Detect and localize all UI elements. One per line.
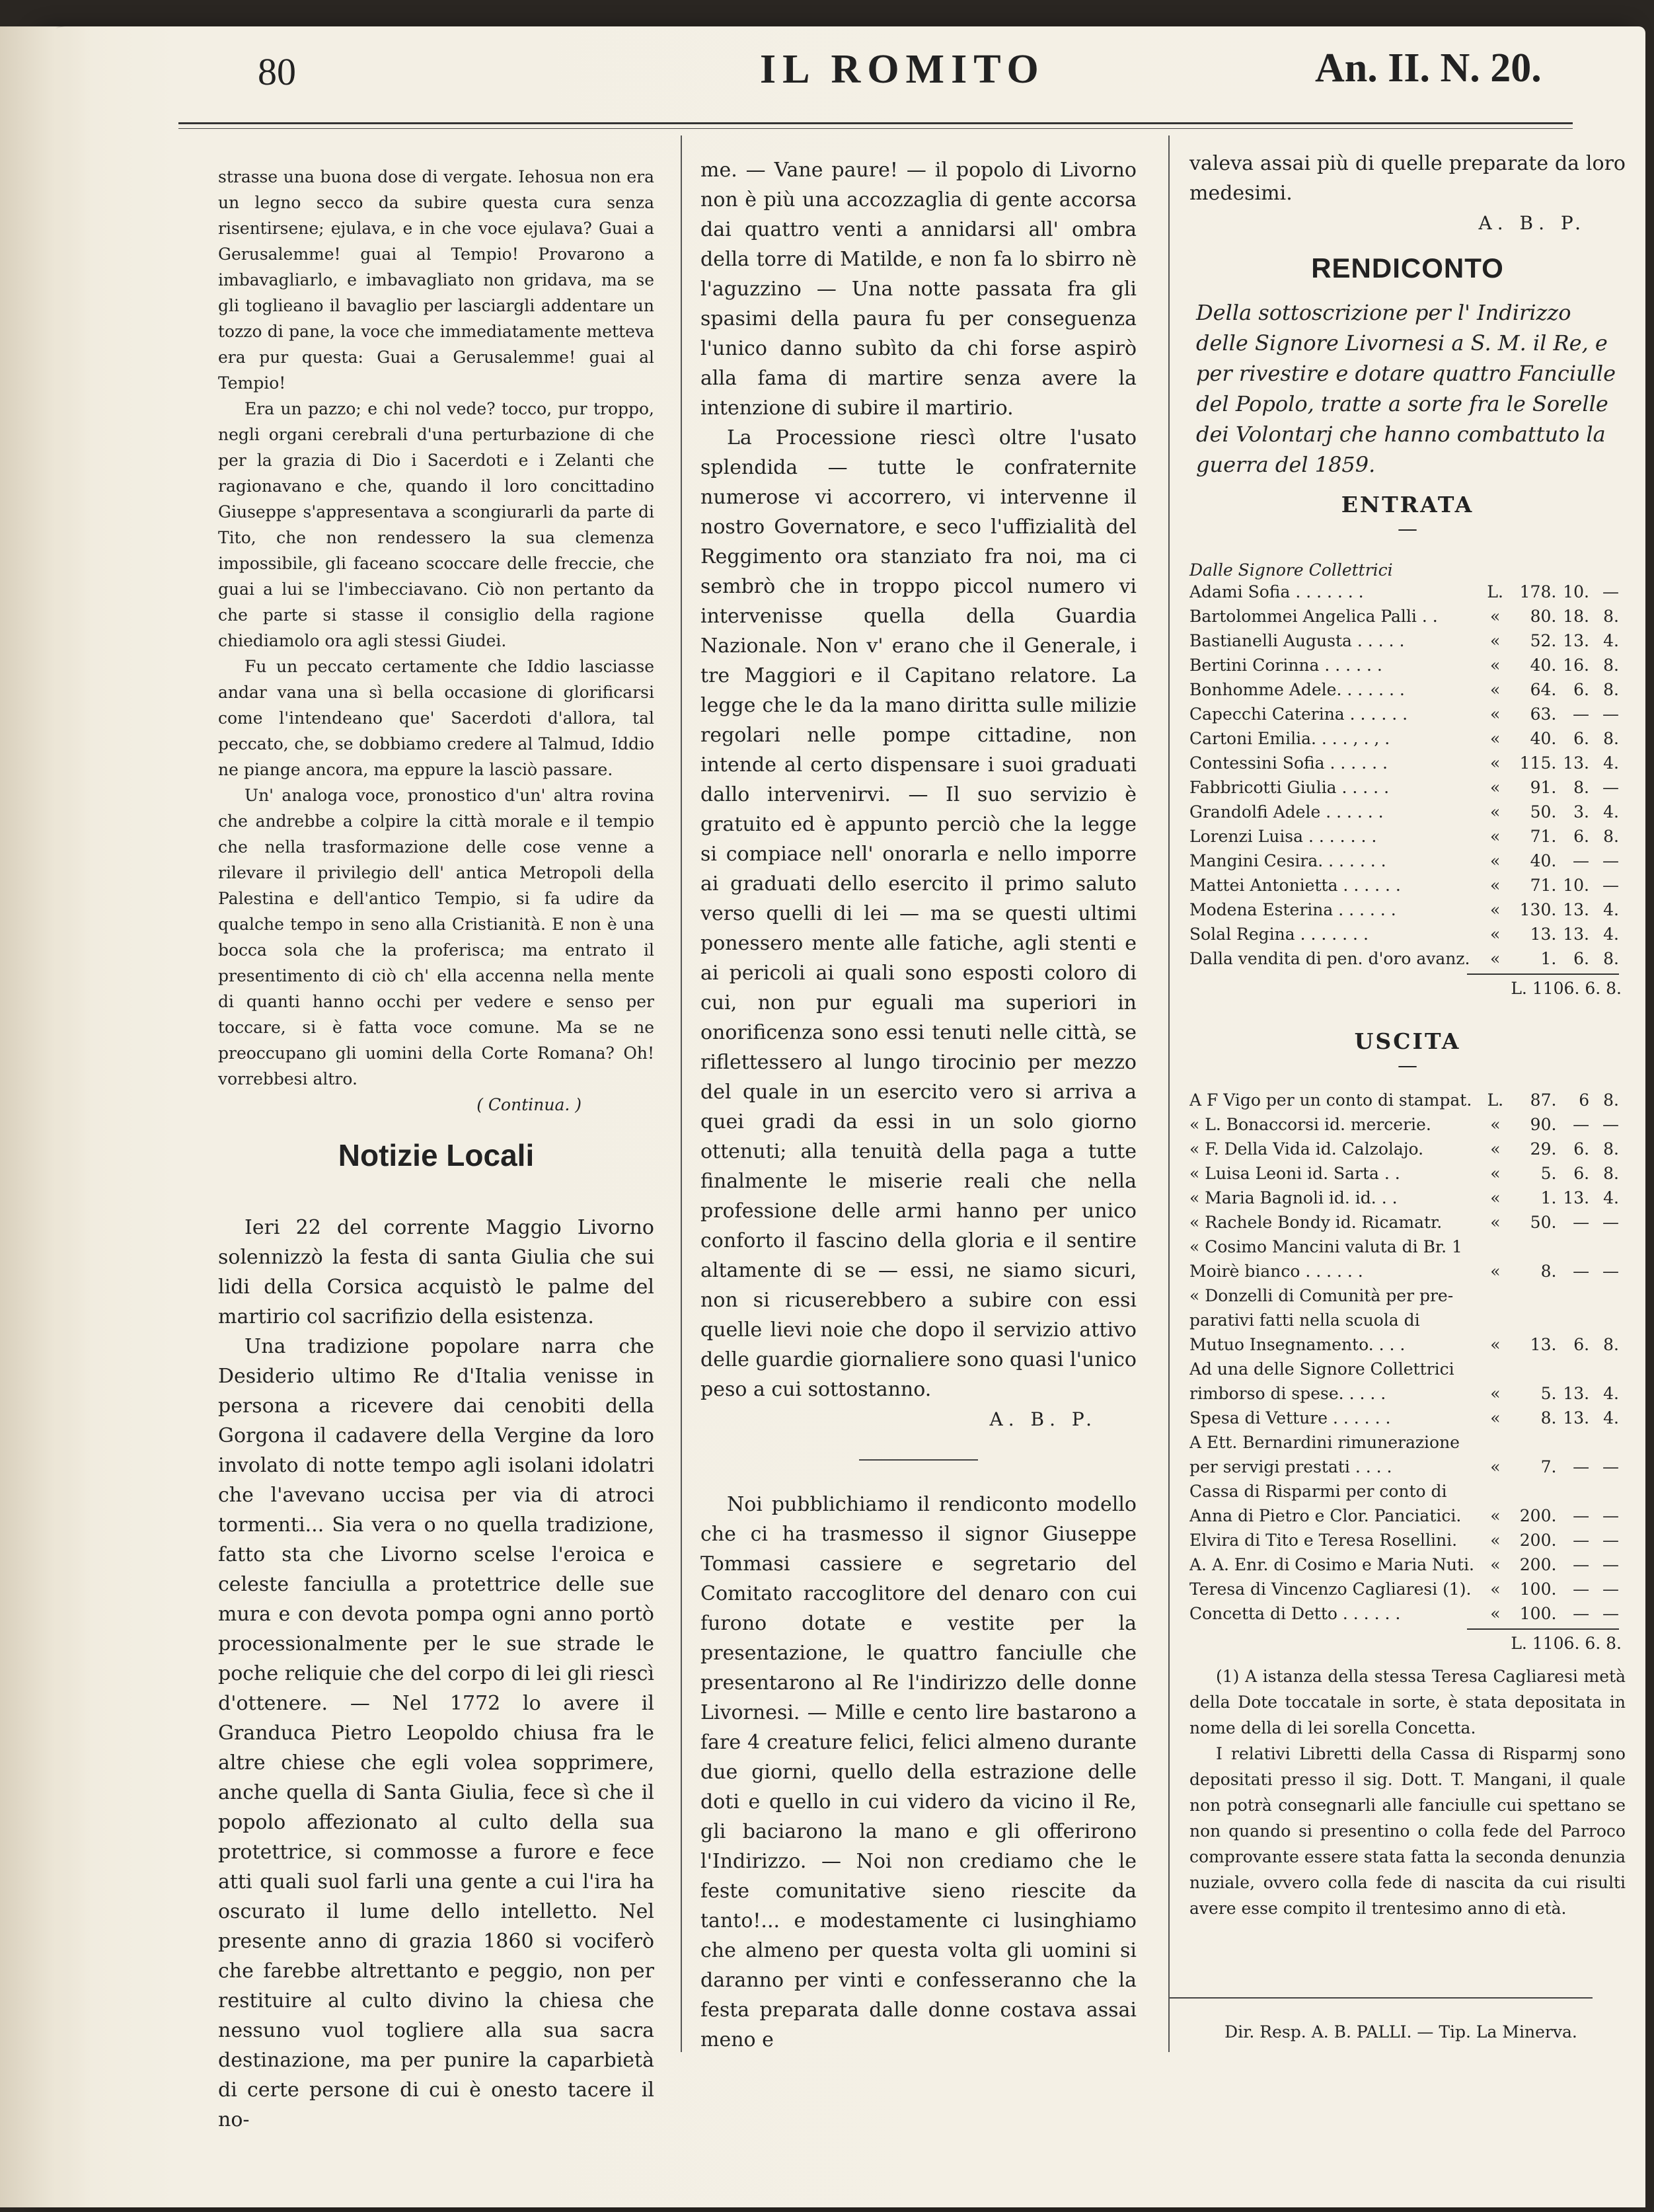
article-divider bbox=[859, 1459, 978, 1461]
rendiconto-title: RENDICONTO bbox=[1311, 252, 1504, 284]
article-paragraph: Era un pazzo; e chi nol vede? tocco, pur troppo, negli organi cerebrali d'una perturbazione di che per la grazia di Dio i Sacerdoti e i Zelanti che ragionavano e che, quando il loro concittadino Giuseppe s'appresentava a scongiurarli da parte di Tito, che non rendessero la sua clemenza impossibile, gli faceano scoccare delle freccie, che guai a lui se l'imbecciavano. Ciò non pertanto da che parte si stasse il consiglio della ragione chiediamolo ora agli stessi Giudei. bbox=[218, 399, 654, 650]
account-den: — bbox=[1602, 705, 1619, 724]
account-name: Mutuo Insegnamento. . . . bbox=[1189, 1335, 1406, 1354]
account-lire bbox=[1511, 1311, 1559, 1335]
account-name: « F. Della Vida id. Calzolajo. bbox=[1189, 1139, 1424, 1159]
account-lire: 7. bbox=[1540, 1457, 1557, 1476]
account-mark: « bbox=[1490, 1555, 1501, 1574]
account-name: Capecchi Caterina . . . . . . bbox=[1189, 705, 1408, 724]
account-den: — bbox=[1602, 1604, 1619, 1623]
account-row bbox=[1189, 1164, 1619, 1188]
account-mark bbox=[1480, 1359, 1511, 1384]
account-den: 8. bbox=[1603, 729, 1619, 748]
uscita-heading: USCITA bbox=[1354, 1028, 1461, 1054]
account-name: A. A. Enr. di Cosimo e Maria Nuti. bbox=[1189, 1555, 1475, 1574]
header-rule-thin bbox=[178, 128, 1573, 129]
account-name: parativi fatti nella scuola di bbox=[1189, 1311, 1420, 1330]
account-row bbox=[1189, 1139, 1619, 1164]
account-name: per servigi prestati . . . . bbox=[1189, 1457, 1392, 1476]
account-soldi: 13. bbox=[1563, 631, 1590, 650]
account-den bbox=[1589, 1359, 1619, 1384]
account-soldi: 18. bbox=[1563, 607, 1590, 626]
account-soldi: 16. bbox=[1563, 656, 1590, 675]
account-lire: 90. bbox=[1530, 1115, 1557, 1134]
account-lire: 40. bbox=[1530, 729, 1557, 748]
account-mark: « bbox=[1489, 851, 1501, 870]
account-den: — bbox=[1602, 1457, 1619, 1476]
account-lire: 87. bbox=[1530, 1090, 1557, 1110]
author-signature: A. B. P. bbox=[989, 1408, 1097, 1430]
account-soldi: 13. bbox=[1563, 1408, 1590, 1428]
account-den: — bbox=[1602, 778, 1619, 797]
account-lire: 200. bbox=[1519, 1555, 1557, 1574]
account-row bbox=[1189, 1115, 1619, 1139]
article-paragraph: Fu un peccato certamente che Iddio lasciasse andar vana una sì bella occasione di glorificarsi come l'intendeano que' Sacerdoti d'allora, tal peccato, che, se dobbiamo credere al Talmud, Iddio ne piange ancora, ma eppure la lasciò passare. bbox=[218, 657, 654, 779]
footer-rule bbox=[1170, 1997, 1593, 1999]
account-row bbox=[1189, 1090, 1619, 1115]
imprint-footer: Dir. Resp. A. B. PALLI. — Tip. La Minerva. bbox=[1224, 2022, 1577, 2041]
account-den bbox=[1589, 1433, 1619, 1457]
account-name: Ad una delle Signore Collettrici bbox=[1189, 1359, 1454, 1379]
account-row bbox=[1189, 1506, 1619, 1531]
account-den: 4. bbox=[1603, 1384, 1619, 1403]
account-row bbox=[1189, 631, 1619, 656]
account-mark bbox=[1480, 1482, 1511, 1506]
account-mark: « bbox=[1490, 1188, 1501, 1207]
account-row bbox=[1189, 1482, 1619, 1506]
rendiconto-subtitle: Della sottoscrizione per l' Indirizzo delle Signore Livornesi a S. M. il Re, e per rivestire e dotare quattro Fanciulle del Popolo, tratte a sorte fra le Sorelle dei Volontarj che hanno combattuto la guerra del 1859. bbox=[1196, 300, 1616, 477]
account-den: — bbox=[1602, 876, 1619, 895]
account-lire: 1. bbox=[1540, 1188, 1557, 1207]
page-number: 80 bbox=[258, 50, 296, 93]
account-name: Teresa di Vincenzo Cagliaresi (1). bbox=[1189, 1580, 1472, 1599]
account-name: « Maria Bagnoli id. id. . . bbox=[1189, 1188, 1398, 1207]
account-name: Lorenzi Luisa . . . . . . . bbox=[1189, 827, 1377, 846]
entrata-subheading: Dalle Signore Collettrici bbox=[1189, 560, 1393, 580]
account-lire: 200. bbox=[1519, 1506, 1557, 1525]
account-row bbox=[1189, 802, 1619, 827]
account-den: 8. bbox=[1603, 827, 1619, 846]
account-den: 8. bbox=[1603, 680, 1619, 699]
account-lire: 64. bbox=[1530, 680, 1557, 699]
account-row bbox=[1189, 1457, 1619, 1482]
account-mark: « bbox=[1489, 705, 1501, 724]
account-soldi bbox=[1559, 1286, 1589, 1311]
account-soldi: 6. bbox=[1573, 680, 1590, 699]
account-soldi bbox=[1559, 1359, 1589, 1384]
entrata-table bbox=[1189, 582, 1619, 973]
account-soldi: 6 bbox=[1579, 1090, 1590, 1110]
account-soldi: 6. bbox=[1573, 729, 1590, 748]
account-row bbox=[1189, 1359, 1619, 1384]
account-den: 8. bbox=[1603, 949, 1619, 968]
account-den bbox=[1589, 1482, 1619, 1506]
account-soldi: 13. bbox=[1563, 925, 1590, 944]
column-2 bbox=[700, 155, 1137, 2055]
account-lire: 178. bbox=[1519, 582, 1557, 601]
account-den: 8. bbox=[1603, 656, 1619, 675]
account-row bbox=[1189, 1213, 1619, 1237]
account-soldi: 10. bbox=[1563, 582, 1590, 601]
account-row bbox=[1189, 1262, 1619, 1286]
account-name: Modena Esterina . . . . . . bbox=[1189, 900, 1396, 919]
account-lire: 200. bbox=[1519, 1531, 1557, 1550]
account-row bbox=[1189, 729, 1619, 753]
account-mark: « bbox=[1490, 1335, 1501, 1354]
account-name: Bastianelli Augusta . . . . . bbox=[1189, 631, 1405, 650]
uscita-dash: — bbox=[1398, 1054, 1417, 1077]
account-lire: 50. bbox=[1530, 802, 1557, 821]
account-soldi: — bbox=[1573, 1115, 1590, 1134]
account-row bbox=[1189, 1384, 1619, 1408]
account-mark: « bbox=[1490, 1604, 1501, 1623]
account-row bbox=[1189, 753, 1619, 778]
account-den: 4. bbox=[1603, 802, 1619, 821]
account-name: Mattei Antonietta . . . . . . bbox=[1189, 876, 1401, 895]
account-name: Cartoni Emilia. . . . , . , . bbox=[1189, 729, 1390, 748]
article-paragraph: strasse una buona dose di vergate. Iehosua non era un legno secco da subire questa cura senza risentirsene; ejulava, e in che voce ejulava? Guai a Gerusalemme! guai al Tempio! Provarono a imbavagliarlo, e imbavagliato non gridava, ma se gli toglieano il bavaglio per lasciargli addentare un tozzo di pane, la voce che immediatamente metteva era pur questa: Guai a Gerusalemme! guai al Tempio! bbox=[218, 167, 654, 393]
account-lire: 40. bbox=[1530, 851, 1557, 870]
account-den: 4. bbox=[1603, 753, 1619, 773]
account-name: rimborso di spese. . . . . bbox=[1189, 1384, 1386, 1403]
column-1 bbox=[218, 164, 654, 2135]
account-lire bbox=[1511, 1286, 1559, 1311]
entrata-dash: — bbox=[1398, 517, 1417, 541]
account-mark: L. bbox=[1487, 582, 1503, 601]
account-lire: 5. bbox=[1540, 1384, 1557, 1403]
account-den: — bbox=[1602, 851, 1619, 870]
account-soldi: 6. bbox=[1573, 827, 1590, 846]
account-lire: 8. bbox=[1540, 1408, 1557, 1428]
account-name: Grandolfi Adele . . . . . . bbox=[1189, 802, 1384, 821]
account-name: Bartolommei Angelica Palli . . bbox=[1189, 607, 1438, 626]
account-name: Anna di Pietro e Clor. Panciatici. bbox=[1189, 1506, 1462, 1525]
account-den bbox=[1589, 1311, 1619, 1335]
account-den: 4. bbox=[1603, 631, 1619, 650]
account-row bbox=[1189, 1555, 1619, 1580]
uscita-total: L. 1106. 6. 8. bbox=[1511, 1634, 1622, 1653]
column-rule-1 bbox=[681, 135, 682, 2052]
account-lire: 115. bbox=[1519, 753, 1557, 773]
account-den: 4. bbox=[1603, 1188, 1619, 1207]
account-soldi: 13. bbox=[1563, 1384, 1590, 1403]
account-soldi: — bbox=[1573, 1555, 1590, 1574]
account-mark: « bbox=[1489, 827, 1501, 846]
account-mark: « bbox=[1489, 949, 1501, 968]
column-rule-2 bbox=[1168, 135, 1170, 2052]
account-mark: « bbox=[1489, 778, 1501, 797]
account-row bbox=[1189, 705, 1619, 729]
total-rule bbox=[1467, 1628, 1619, 1630]
account-name: « Luisa Leoni id. Sarta . . bbox=[1189, 1164, 1400, 1183]
account-mark: « bbox=[1490, 1506, 1501, 1525]
account-name: A Ett. Bernardini rimunerazione bbox=[1189, 1433, 1460, 1452]
account-den: — bbox=[1602, 1555, 1619, 1574]
account-row bbox=[1189, 827, 1619, 851]
account-name: « Cosimo Mancini valuta di Br. 1 bbox=[1189, 1237, 1462, 1256]
account-row bbox=[1189, 778, 1619, 802]
continua-note: ( Continua. ) bbox=[476, 1095, 582, 1114]
account-soldi: — bbox=[1573, 1213, 1590, 1232]
account-row bbox=[1189, 900, 1619, 925]
account-lire: 52. bbox=[1530, 631, 1557, 650]
account-name: Fabbricotti Giulia . . . . . bbox=[1189, 778, 1390, 797]
account-name: « L. Bonaccorsi id. mercerie. bbox=[1189, 1115, 1431, 1134]
account-name: Cassa di Risparmi per conto di bbox=[1189, 1482, 1447, 1501]
account-soldi: — bbox=[1573, 1580, 1590, 1599]
entrata-total: L. 1106. 6. 8. bbox=[1511, 979, 1622, 998]
article-paragraph: valeva assai più di quelle preparate da loro medesimi. bbox=[1189, 152, 1626, 205]
account-den: 4. bbox=[1603, 900, 1619, 919]
account-row bbox=[1189, 1433, 1619, 1457]
account-mark: « bbox=[1489, 680, 1501, 699]
account-mark: « bbox=[1489, 900, 1501, 919]
account-row bbox=[1189, 949, 1619, 973]
header-rule bbox=[178, 122, 1573, 124]
account-soldi: — bbox=[1573, 1531, 1590, 1550]
account-row bbox=[1189, 656, 1619, 680]
account-lire: 5. bbox=[1540, 1164, 1557, 1183]
account-name: Spesa di Vetture . . . . . . bbox=[1189, 1408, 1391, 1428]
account-row bbox=[1189, 1531, 1619, 1555]
account-den: 8. bbox=[1603, 1335, 1619, 1354]
account-lire: 71. bbox=[1530, 827, 1557, 846]
account-lire bbox=[1511, 1237, 1559, 1262]
account-den bbox=[1589, 1237, 1619, 1262]
account-lire: 1. bbox=[1540, 949, 1557, 968]
account-name: « Donzelli di Comunità per pre- bbox=[1189, 1286, 1454, 1305]
account-lire: 29. bbox=[1530, 1139, 1557, 1159]
account-lire: 63. bbox=[1530, 705, 1557, 724]
article-paragraph: me. — Vane paure! — il popolo di Livorno non è più una accozzaglia di gente accorsa dai quattro venti a annidarsi all' ombra della torre di Matilde, e non fa lo sbirro nè l'aguzzino — Una notte passata fra gli spasimi della paura fu per conseguenza l'unico danno subìto da chi forse aspirò alla fama di martire senza avere la intenzione di subire il martirio. bbox=[700, 159, 1137, 420]
account-mark: « bbox=[1489, 753, 1501, 773]
account-mark bbox=[1480, 1433, 1511, 1457]
column-3 bbox=[1189, 149, 1626, 1921]
account-mark bbox=[1480, 1237, 1511, 1262]
newspaper-title: IL ROMITO bbox=[760, 47, 1045, 92]
account-row bbox=[1189, 1580, 1619, 1604]
account-soldi: 6. bbox=[1573, 1139, 1590, 1159]
account-mark: « bbox=[1489, 729, 1501, 748]
account-lire bbox=[1511, 1359, 1559, 1384]
account-mark: « bbox=[1489, 925, 1501, 944]
account-row bbox=[1189, 925, 1619, 949]
account-row bbox=[1189, 1237, 1619, 1262]
account-name: Bonhomme Adele. . . . . . . bbox=[1189, 680, 1405, 699]
account-row bbox=[1189, 1311, 1619, 1335]
account-mark: « bbox=[1490, 1139, 1501, 1159]
entrata-heading: ENTRATA bbox=[1341, 492, 1474, 517]
account-lire: 13. bbox=[1530, 925, 1557, 944]
account-soldi: — bbox=[1573, 1506, 1590, 1525]
account-name: A F Vigo per un conto di stampat. bbox=[1189, 1090, 1472, 1110]
account-name: « Rachele Bondy id. Ricamatr. bbox=[1189, 1213, 1443, 1232]
account-name: Moirè bianco . . . . . . bbox=[1189, 1262, 1363, 1281]
account-row bbox=[1189, 680, 1619, 705]
account-mark: « bbox=[1490, 1457, 1501, 1476]
section-title: Notizie Locali bbox=[338, 1138, 535, 1172]
account-row bbox=[1189, 1408, 1619, 1433]
article-paragraph: Noi pubblichiamo il rendiconto modello che ci ha trasmesso il signor Giuseppe Tommasi cassiere e segretario del Comitato raccoglitore del denaro con cui furono dotate e vestite per la presentazione, le quattro fanciulle che presentarono al Re l'indirizzo delle donne Livornesi. — Mille e cento lire bastarono a fare 4 creature felici, felici almeno durante due giorni, quello della estrazione delle doti e quello in cui videro da vicino il Re, gli baciarono la mano e gli offerirono l'Indirizzo. — Noi non crediamo che le feste comunitative sieno riescite da tanto!... e modestamente ci lusinghiamo che almeno per questa volta gli uomini si daranno per vinti e confesseranno che la festa preparata dalle donne costava assai meno e bbox=[700, 1493, 1137, 2051]
account-soldi bbox=[1559, 1433, 1589, 1457]
account-lire: 80. bbox=[1530, 607, 1557, 626]
account-lire: 71. bbox=[1530, 876, 1557, 895]
article-paragraph: La Processione riescì oltre l'usato splendida — tutte le confraternite numerose vi accorrero, vi intervenne il nostro Governatore, e seco l'uffizialità del Reggimento ora stanziato fra noi, ma ci sembrò che in troppo piccol numero vi intervenisse quella della Guardia Nazionale. Non v' erano che il Generale, i tre Maggiori e il Capitano relatore. La legge che le da la mano diritta sulle milizie regolari nelle pompe cittadine, non intende al certo dispensare i suoi graduati dallo intervenirvi. — Il suo servizio è gratuito ed è appunto perciò che la legge si compiace nell' onorarla e nello imporre ai graduati dello esercito il primo saluto verso quelli di lei — ma se questi ultimi ponessero mente alle fatiche, agli stenti e ai pericoli ai quali sono esposti coloro di cui, non pur eguali ma superiori in onorificenza sono essi tenuti nelle città, se riflettessero al lungo tirocinio per mezzo del quale in un esercito vero si arriva a quei gradi da essi in un solo giorno ottenuti; alla tenuità della paga a tutte finalmente le miserie reali che nella professione delle armi hanno per unico conforto il fascino della gloria e il sentire altamente di se — essi, ne siamo sicuri, non si ricuserebbero a subire con essi quelle lievi noie che dopo il servizio attivo delle guardie giornaliere sono quasi l'unico peso a cui sottostanno. bbox=[700, 426, 1137, 1401]
account-soldi: 6. bbox=[1573, 1164, 1590, 1183]
account-mark: L. bbox=[1487, 1090, 1504, 1110]
account-den bbox=[1589, 1286, 1619, 1311]
account-lire: 130. bbox=[1519, 900, 1557, 919]
account-den: 8. bbox=[1603, 1090, 1619, 1110]
account-den: — bbox=[1602, 1115, 1619, 1134]
account-soldi bbox=[1559, 1482, 1589, 1506]
account-name: Mangini Cesira. . . . . . . bbox=[1189, 851, 1386, 870]
account-soldi bbox=[1559, 1237, 1589, 1262]
account-lire: 50. bbox=[1530, 1213, 1557, 1232]
account-lire: 13. bbox=[1530, 1335, 1557, 1354]
article-paragraph: Una tradizione popolare narra che Desiderio ultimo Re d'Italia venisse in persona a ricevere dai cenobiti della Gorgona il cadavere della Vergine da loro involato di notte tempo agli isolani idolatri che l'avevano uccisa per via di atroci tormenti... Sia vera o no quella tradizione, fatto sta che Livorno scelse l'eroica e celeste fanciulla a protettrice delle sue mura e con devota pompa ogni anno portò processionalmente per le sue strade le poche reliquie che del corpo di lei gli riescì d'ottenere. — Nel 1772 lo avere il Granduca Pietro Leopoldo chiusa fra le altre chiese che egli volea sopprimere, anche quella di Santa Giulia, fece sì che il popolo affezionato al culto della sua protettrice, si commosse a furore e fece atti quali suol farli una gente a cui l'ira ha oscurato il lume dello intelletto. Nel presente anno di grazia 1860 si vociferò che farebbe altrettanto e peggio, non per restituire al culto divino la chiesa che nessuno vuol togliere alla sua sacra destinazione, ma per punire la caparbietà di certe persone di cui è onesto tacere il no- bbox=[218, 1335, 654, 2131]
account-soldi: 6. bbox=[1573, 949, 1590, 968]
account-mark bbox=[1480, 1311, 1511, 1335]
footnote: I relativi Libretti della Cassa di Risparmj sono depositati presso il sig. Dott. T. Mangani, il quale non potrà consegnarli alle fanciulle cui spettano se non quando si presentino o colla fede del Parroco comprovante essere stata fatta la seconda denunzia nuziale, ovvero colla fede di nascita da cui risulti avere esse compito il trentesimo anno di età. bbox=[1189, 1744, 1626, 1918]
account-mark: « bbox=[1490, 1531, 1501, 1550]
account-row bbox=[1189, 1335, 1619, 1359]
account-name: Dalla vendita di pen. d'oro avanz. bbox=[1189, 949, 1470, 968]
account-mark: « bbox=[1490, 1262, 1501, 1281]
account-mark: « bbox=[1490, 1115, 1501, 1134]
author-signature: A. B. P. bbox=[1478, 212, 1586, 234]
account-den: — bbox=[1602, 1506, 1619, 1525]
account-den: — bbox=[1602, 1531, 1619, 1550]
account-name: Adami Sofia . . . . . . . bbox=[1189, 582, 1364, 601]
account-mark: « bbox=[1490, 1408, 1501, 1428]
account-soldi: 10. bbox=[1563, 876, 1590, 895]
account-mark: « bbox=[1489, 607, 1501, 626]
account-soldi: 8. bbox=[1573, 778, 1590, 797]
account-name: Elvira di Tito e Teresa Rosellini. bbox=[1189, 1531, 1458, 1550]
account-soldi: — bbox=[1573, 1457, 1590, 1476]
account-row bbox=[1189, 582, 1619, 607]
account-name: Concetta di Detto . . . . . . bbox=[1189, 1604, 1401, 1623]
account-soldi: 3. bbox=[1573, 802, 1590, 821]
account-lire: 40. bbox=[1530, 656, 1557, 675]
account-name: Contessini Sofia . . . . . . bbox=[1189, 753, 1388, 773]
account-lire bbox=[1511, 1433, 1559, 1457]
account-name: Bertini Corinna . . . . . . bbox=[1189, 656, 1382, 675]
account-soldi: 13. bbox=[1563, 1188, 1590, 1207]
account-soldi: 13. bbox=[1563, 900, 1590, 919]
account-mark: « bbox=[1489, 802, 1501, 821]
page-edge bbox=[0, 26, 93, 2207]
account-den: 4. bbox=[1603, 925, 1619, 944]
account-den: 8. bbox=[1603, 1139, 1619, 1159]
account-mark: « bbox=[1490, 1580, 1501, 1599]
account-mark: « bbox=[1490, 1213, 1501, 1232]
account-mark: « bbox=[1489, 876, 1501, 895]
account-soldi: — bbox=[1573, 705, 1590, 724]
account-lire: 8. bbox=[1540, 1262, 1557, 1281]
issue-number: An. II. N. 20. bbox=[1315, 46, 1542, 91]
account-lire bbox=[1511, 1482, 1559, 1506]
account-den: — bbox=[1602, 582, 1619, 601]
account-row bbox=[1189, 1286, 1619, 1311]
account-mark: « bbox=[1489, 656, 1501, 675]
account-soldi: — bbox=[1573, 1262, 1590, 1281]
account-name: Solal Regina . . . . . . . bbox=[1189, 925, 1369, 944]
total-rule bbox=[1467, 973, 1619, 975]
account-soldi: — bbox=[1573, 1604, 1590, 1623]
account-row bbox=[1189, 1604, 1619, 1628]
footnote: (1) A istanza della stessa Teresa Cagliaresi metà della Dote toccatale in sorte, è stata depositata in nome della di lei sorella Concetta. bbox=[1189, 1667, 1626, 1737]
account-soldi: 6. bbox=[1573, 1335, 1590, 1354]
article-paragraph: Un' analoga voce, pronostico d'un' altra rovina che andrebbe a colpire la città morale e il tempio che nella trasformazione delle cose venne a rilevare il privilegio dell' antica Metropoli della Palestina e dell'antico Tempio, si fa udire da qualche tempo in seno alla Cristianità. E non è una bocca sola che la proferisca; ma entrato il presentimento di ciò ch' ella accenna nella mente di quanti hanno occhi per vedere e senso per toccare, si è fatta voce comune. Ma se ne preoccupano gli uomini della Corte Romana? Oh! vorrebbesi altro. bbox=[218, 786, 654, 1088]
account-mark bbox=[1480, 1286, 1511, 1311]
account-den: — bbox=[1602, 1580, 1619, 1599]
account-den: — bbox=[1602, 1262, 1619, 1281]
account-row bbox=[1189, 607, 1619, 631]
account-mark: « bbox=[1490, 1164, 1501, 1183]
account-row bbox=[1189, 851, 1619, 876]
account-den: 4. bbox=[1603, 1408, 1619, 1428]
account-lire: 91. bbox=[1530, 778, 1557, 797]
account-soldi: 13. bbox=[1563, 753, 1590, 773]
account-den: — bbox=[1602, 1213, 1619, 1232]
account-row bbox=[1189, 1188, 1619, 1213]
account-den: 8. bbox=[1603, 1164, 1619, 1183]
account-soldi bbox=[1559, 1311, 1589, 1335]
uscita-table bbox=[1189, 1090, 1619, 1628]
account-den: 8. bbox=[1603, 607, 1619, 626]
account-lire: 100. bbox=[1519, 1604, 1557, 1623]
account-row bbox=[1189, 876, 1619, 900]
account-mark: « bbox=[1489, 631, 1501, 650]
account-soldi: — bbox=[1573, 851, 1590, 870]
account-mark: « bbox=[1490, 1384, 1501, 1403]
account-lire: 100. bbox=[1519, 1580, 1557, 1599]
article-paragraph: Ieri 22 del corrente Maggio Livorno solennizzò la festa di santa Giulia che sui lidi della Corsica acquistò le palme del martirio col sacrifizio della esistenza. bbox=[218, 1216, 654, 1328]
